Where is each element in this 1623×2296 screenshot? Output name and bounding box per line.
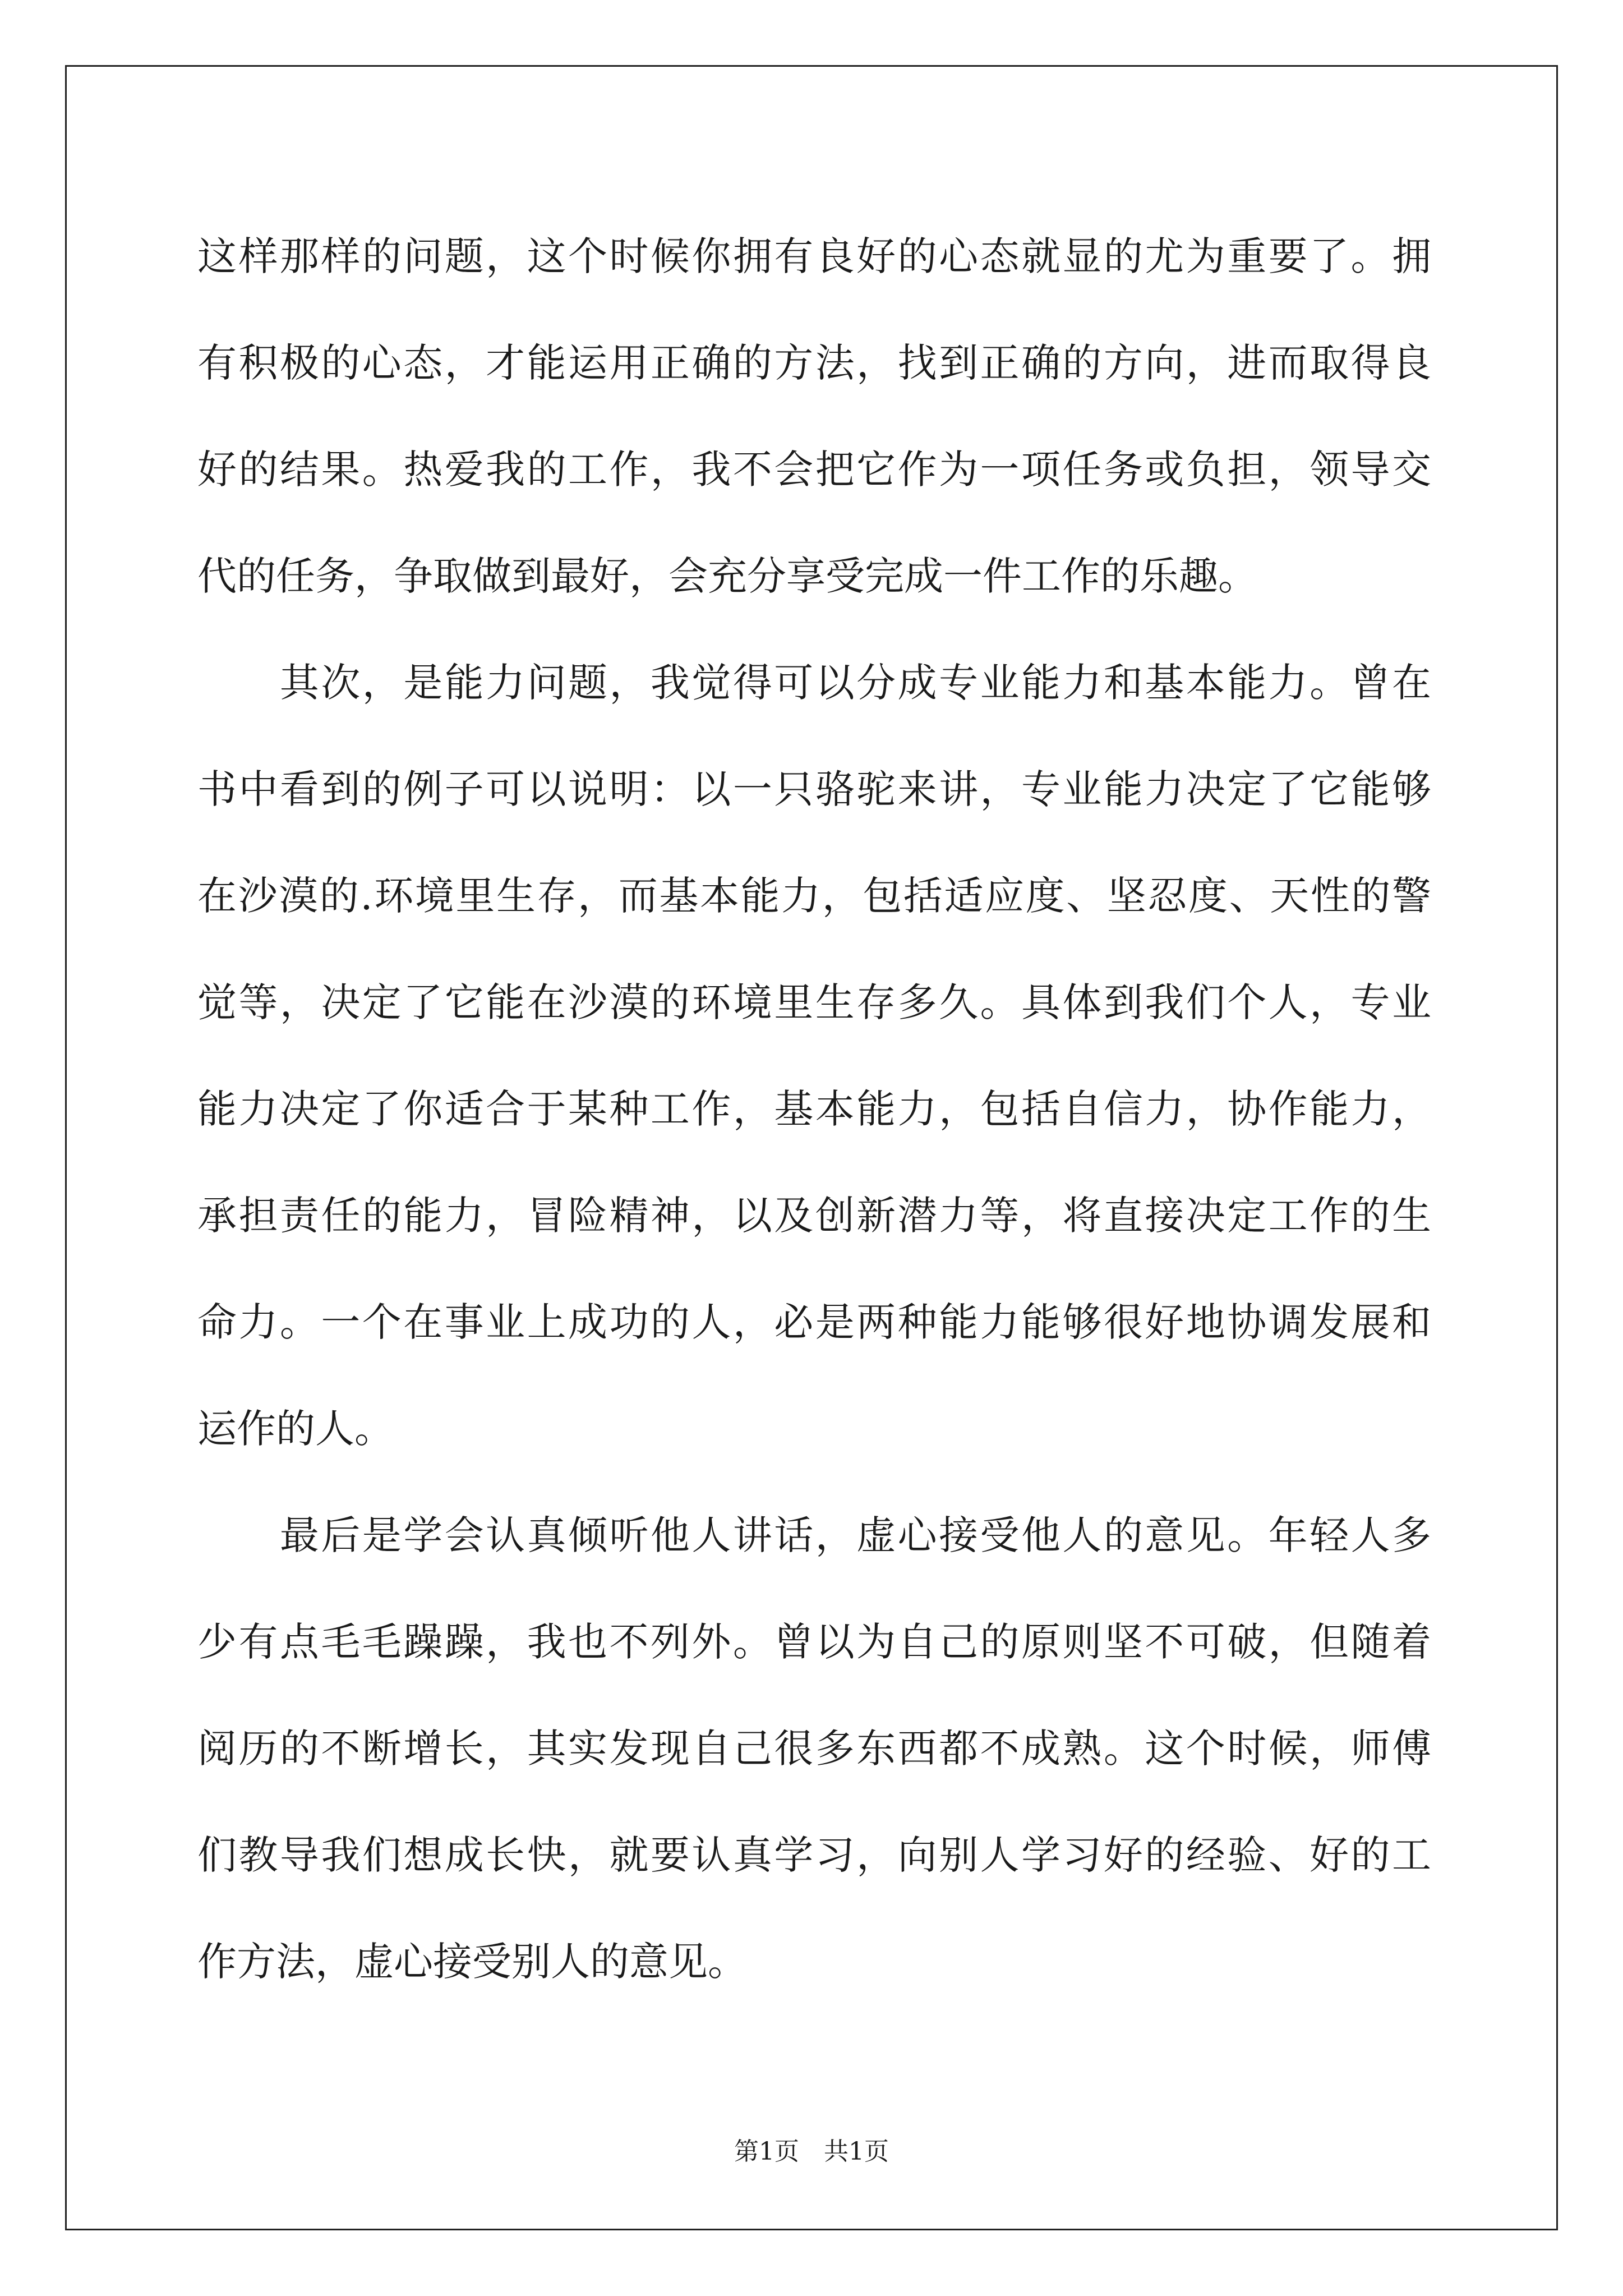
text-line: 这样那样的问题，这个时候你拥有良好的心态就显的尤为重要了。拥 [197, 233, 1431, 279]
text-line: 最后是学会认真倾听他人讲话，虚心接受他人的意见。年轻人多 [197, 1512, 1431, 1558]
text-line: 在沙漠的.环境里生存，而基本能力，包括适应度、坚忍度、天性的警 [197, 873, 1431, 919]
document-body [197, 203, 1431, 2015]
text-line: 好的结果。热爱我的工作，我不会把它作为一项任务或负担，领导交 [197, 447, 1431, 493]
text-line: 能力决定了你适合于某种工作，基本能力，包括自信力，协作能力， [197, 1086, 1431, 1132]
text-line: 少有点毛毛躁躁，我也不列外。曾以为自己的原则坚不可破，但随着 [197, 1619, 1431, 1665]
text-line: 觉等，决定了它能在沙漠的环境里生存多久。具体到我们个人，专业 [197, 979, 1431, 1025]
text-line: 阅历的不断增长，其实发现自己很多东西都不成熟。这个时候，师傅 [197, 1726, 1431, 1772]
text-line: 们教导我们想成长快，就要认真学习，向别人学习好的经验、好的工 [197, 1832, 1431, 1878]
text-line: 承担责任的能力，冒险精神，以及创新潜力等，将直接决定工作的生 [197, 1193, 1431, 1239]
text-line: 运作的人。 [197, 1406, 394, 1452]
text-line: 书中看到的例子可以说明：以一只骆驼来讲，专业能力决定了它能够 [197, 766, 1431, 812]
text-line: 代的任务，争取做到最好，会充分享受完成一件工作的乐趣。 [197, 553, 1257, 599]
page-footer: 第1页 共1页 [734, 2137, 889, 2166]
text-line: 作方法，虚心接受别人的意见。 [197, 1939, 747, 1985]
text-line: 有积极的心态，才能运用正确的方法，找到正确的方向，进而取得良 [197, 340, 1431, 386]
text-line: 其次，是能力问题，我觉得可以分成专业能力和基本能力。曾在 [197, 660, 1431, 706]
text-line: 命力。一个在事业上成功的人，必是两种能力能够很好地协调发展和 [197, 1299, 1431, 1345]
